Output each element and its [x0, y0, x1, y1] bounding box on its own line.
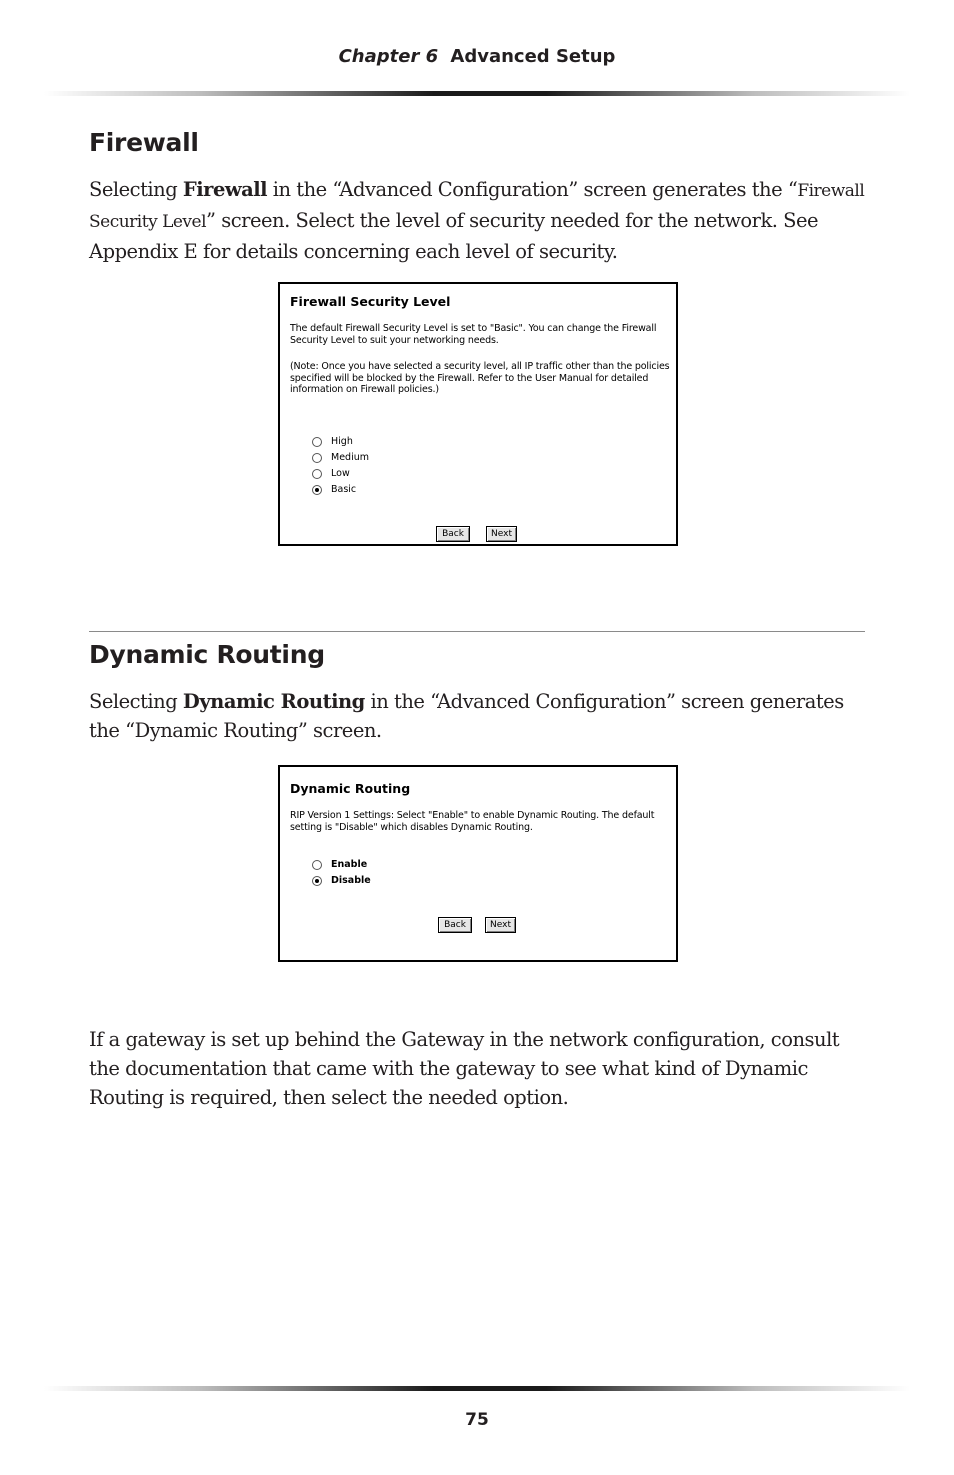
footer-rule — [44, 1386, 910, 1391]
firewall-screenshot: Firewall Security Level The default Firewall Security Level is set to "Basic". You can change the Firewall Security Level to suit your networking needs. (Note: Once you have selected a security level, all IP traffic other than the policies specified will be blocked by the Firewall. Refer to the User Manual for detailed information on Firewall policies.) High Medium Low Basic Back Next — [278, 282, 678, 546]
screen-title: Dynamic Routing — [290, 781, 411, 796]
screen-description: The default Firewall Security Level is set to "Basic". You can change the Firewall Security Level to suit your networking needs. — [290, 323, 657, 346]
screen-title: Firewall Security Level — [290, 294, 451, 309]
section-divider — [89, 631, 865, 632]
firewall-heading: Firewall — [89, 128, 199, 157]
routing-paragraph: Selecting Dynamic Routing in the “Advanced Configuration” screen generates the “Dynamic Routing” screen. — [89, 690, 844, 742]
radio-button[interactable] — [312, 437, 322, 447]
chapter-label: Chapter 6 — [338, 46, 439, 67]
header-rule — [44, 91, 910, 96]
back-button[interactable]: Back — [436, 526, 470, 542]
routing-closing-paragraph: If a gateway is set up behind the Gateway in the network configuration, consult the documentation that came with the gateway to see what kind of Dynamic Routing is required, then select the needed option. — [89, 1028, 840, 1109]
radio-button[interactable] — [312, 469, 322, 479]
running-header — [0, 46, 954, 67]
radio-button-selected[interactable] — [312, 485, 322, 495]
firewall-paragraph: Selecting Firewall in the “Advanced Configuration” screen generates the “Firewall Security Level” screen. Select the level of security needed for the network. See Appendix E for details concerning each level of security. — [89, 178, 865, 263]
routing-screenshot: Dynamic Routing RIP Version 1 Settings: Select "Enable" to enable Dynamic Routing. The default setting is "Disable" which disables Dynamic Routing. Enable Disable Back Next — [278, 765, 678, 962]
next-button[interactable]: Next — [485, 917, 516, 933]
radio-button[interactable] — [312, 860, 322, 870]
screen-note: (Note: Once you have selected a security level, all IP traffic other than the policies specified will be blocked by the Firewall. Refer to the User Manual for detailed information on Firewall policies.) — [290, 361, 670, 395]
radio-button-selected[interactable] — [312, 876, 322, 886]
next-button[interactable]: Next — [486, 526, 517, 542]
screen-description: RIP Version 1 Settings: Select "Enable" to enable Dynamic Routing. The default setting is "Disable" which disables Dynamic Routing. — [290, 810, 655, 833]
radio-button[interactable] — [312, 453, 322, 463]
page-number: 75 — [465, 1410, 489, 1430]
back-button[interactable]: Back — [438, 917, 472, 933]
routing-heading: Dynamic Routing — [89, 640, 325, 669]
chapter-title: Advanced Setup — [450, 46, 616, 67]
